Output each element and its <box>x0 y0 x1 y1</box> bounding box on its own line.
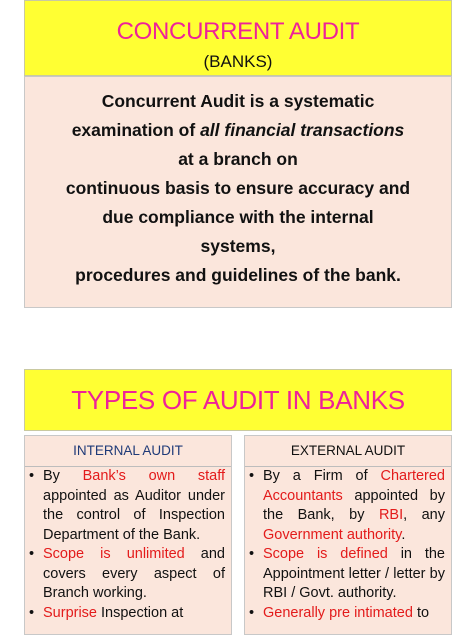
slide-subtitle: (BANKS) <box>203 52 273 71</box>
definition-line: systems, <box>200 236 276 256</box>
types-title: TYPES OF AUDIT IN BANKS <box>71 385 405 415</box>
bullet-text: and covers every aspect of Branch working. <box>43 546 225 601</box>
slide-concurrent-audit <box>24 0 452 308</box>
slide-title: CONCURRENT AUDIT <box>116 18 360 45</box>
bullet-text: appointed by the Bank, by <box>263 487 445 523</box>
external-bullet-2 <box>245 545 451 604</box>
bullet-highlight: Scope is defined <box>263 546 388 562</box>
internal-audit-heading: INTERNAL AUDIT <box>25 436 231 467</box>
bullet-highlight: Surprise <box>43 604 97 621</box>
definition-line <box>25 116 451 145</box>
bullet-highlight: Bank’s own staff <box>82 468 226 484</box>
bullet-text: By a Firm of <box>263 468 381 484</box>
internal-bullet-2 <box>25 545 231 604</box>
bullet-text: . <box>401 526 406 543</box>
bullet-text: By <box>43 468 83 484</box>
definition-box <box>24 76 452 308</box>
definition-line: continuous basis to ensure accuracy and <box>65 178 411 198</box>
bullet-highlight: Chartered Accountants <box>263 468 445 504</box>
title-banner <box>24 0 452 76</box>
bullet-text: to <box>412 604 430 621</box>
definition-text: examination of <box>71 120 201 140</box>
bullet-highlight: Scope is unlimited <box>43 546 185 562</box>
types-title-banner <box>24 369 452 431</box>
definition-line: at a branch on <box>178 149 298 169</box>
bullet-highlight: Generally pre intimated <box>263 604 413 621</box>
bullet-highlight: Government authority <box>263 526 402 543</box>
definition-line: due compliance with the internal <box>102 207 374 227</box>
bullet-text: appointed as Auditor under the control of Inspection Department of the Bank. <box>43 487 225 543</box>
internal-bullet-1 <box>25 467 231 545</box>
internal-audit-column <box>24 435 232 635</box>
definition-emphasis: all financial transactions <box>200 120 405 140</box>
external-audit-heading: EXTERNAL AUDIT <box>245 436 451 467</box>
slide-types-of-audit <box>24 369 452 632</box>
bullet-text: in the Appointment letter / letter by RBI / Govt. authority. <box>263 546 445 601</box>
bullet-text: , any <box>403 507 445 523</box>
external-bullet-1 <box>245 467 451 545</box>
bullet-highlight: RBI <box>378 507 404 523</box>
definition-line: procedures and guidelines of the bank. <box>75 265 401 285</box>
external-audit-column <box>244 435 452 635</box>
definition-line: Concurrent Audit is a systematic <box>101 91 375 111</box>
bullet-text: Inspection at <box>97 604 184 621</box>
external-bullet-3 <box>245 604 451 624</box>
internal-bullet-3 <box>25 604 231 624</box>
